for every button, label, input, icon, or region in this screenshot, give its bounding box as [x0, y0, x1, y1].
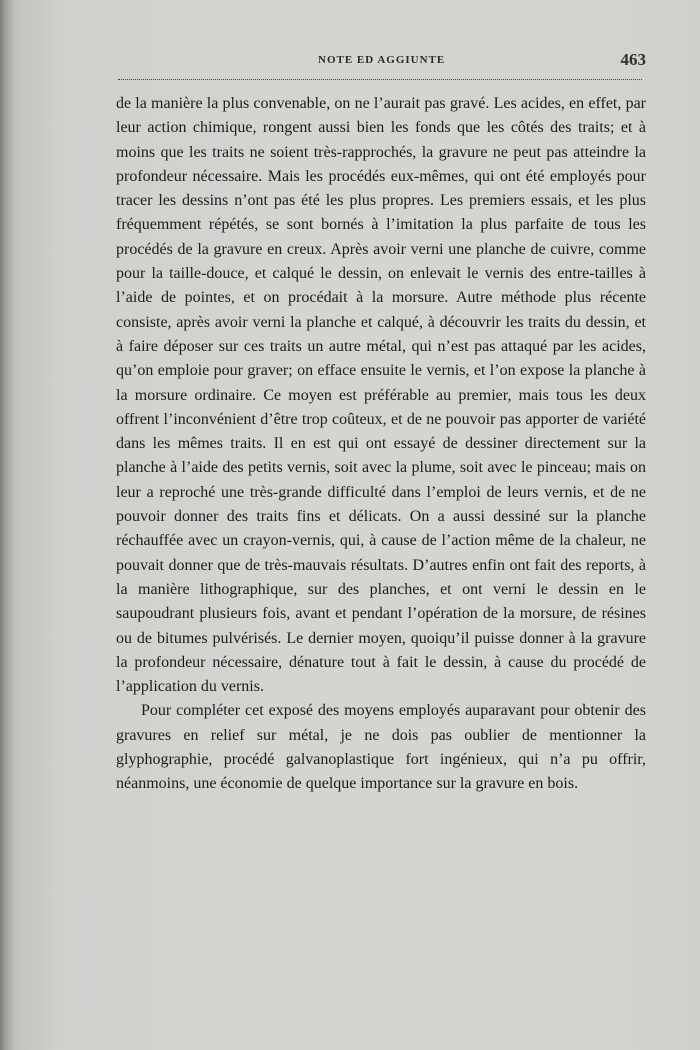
page-gutter-edge: [0, 0, 14, 1050]
header-dotted-rule: [118, 79, 642, 80]
body-text: [116, 92, 646, 797]
page-header: [118, 50, 648, 84]
page-number: 463: [620, 50, 646, 69]
paragraph-glyphographie: Pour compléter cet exposé des moyens employés auparavant pour obtenir des gravures en relief sur métal, je ne dois pas oublier de mentionner la glyphographie, procédé galvanoplastique fort ingénieux, qui n’a pu offrir, néanmoins, une économie de quelque importance sur la gravure en bois.: [116, 702, 646, 793]
running-title: NOTE ED AGGIUNTE: [318, 54, 446, 66]
paragraph-continued: de la manière la plus convenable, on ne l’aurait pas gravé. Les acides, en effet, par leur action chimique, rongent aussi bien les fonds que les côtés des traits; et à moins que les traits ne soient très-rapprochés, la gravure ne peut pas atteindre la profondeur nécessaire. Mais les procédés eux-mêmes, qui ont été employés pour tracer les dessins n’ont pas été les plus propres. Les premiers essais, et les plus fréquemment répétés, se sont bornés à l’imitation la plus parfaite de tous les procédés de la gravure en creux. Après avoir verni une planche de cuivre, comme pour la taille-douce, et calqué le dessin, on enlevait le vernis des entre-tailles à l’aide de pointes, et on procédait à la morsure. Autre méthode plus récente consiste, après avoir verni la planche et calqué, à découvrir les traits du dessin, et à faire déposer sur ces traits un autre métal, qui n’est pas attaqué par les acides, qu’on emploie pour graver; on efface ensuite le vernis, et l’on expose la planche à la morsure ordinaire. Ce moyen est préférable au premier, mais tous les deux offrent l’inconvénient d’être trop coûteux, et de ne pouvoir pas apporter de variété dans les mêmes traits. Il en est qui ont essayé de dessiner directement sur la planche à l’aide des petits vernis, soit avec la plume, soit avec le pinceau; mais on leur a reproché une très-grande difficulté dans l’emploi de leurs vernis, et de ne pouvoir donner des traits fins et délicats. On a aussi dessiné sur la planche réchauffée avec un crayon-vernis, qui, à cause de l’action même de la chaleur, ne pouvait donner que de très-mauvais résultats. D’autres enfin ont fait des reports, à la manière lithographique, sur des planches, et ont verni le dessin en le saupoudrant plusieurs fois, avant et pendant l’opération de la morsure, de résines ou de bitumes pulvérisés. Le dernier moyen, quoiqu’il puisse donner à la gravure la profondeur nécessaire, dénature tout à fait le dessin, à cause du procédé de l’application du vernis.: [116, 95, 646, 696]
